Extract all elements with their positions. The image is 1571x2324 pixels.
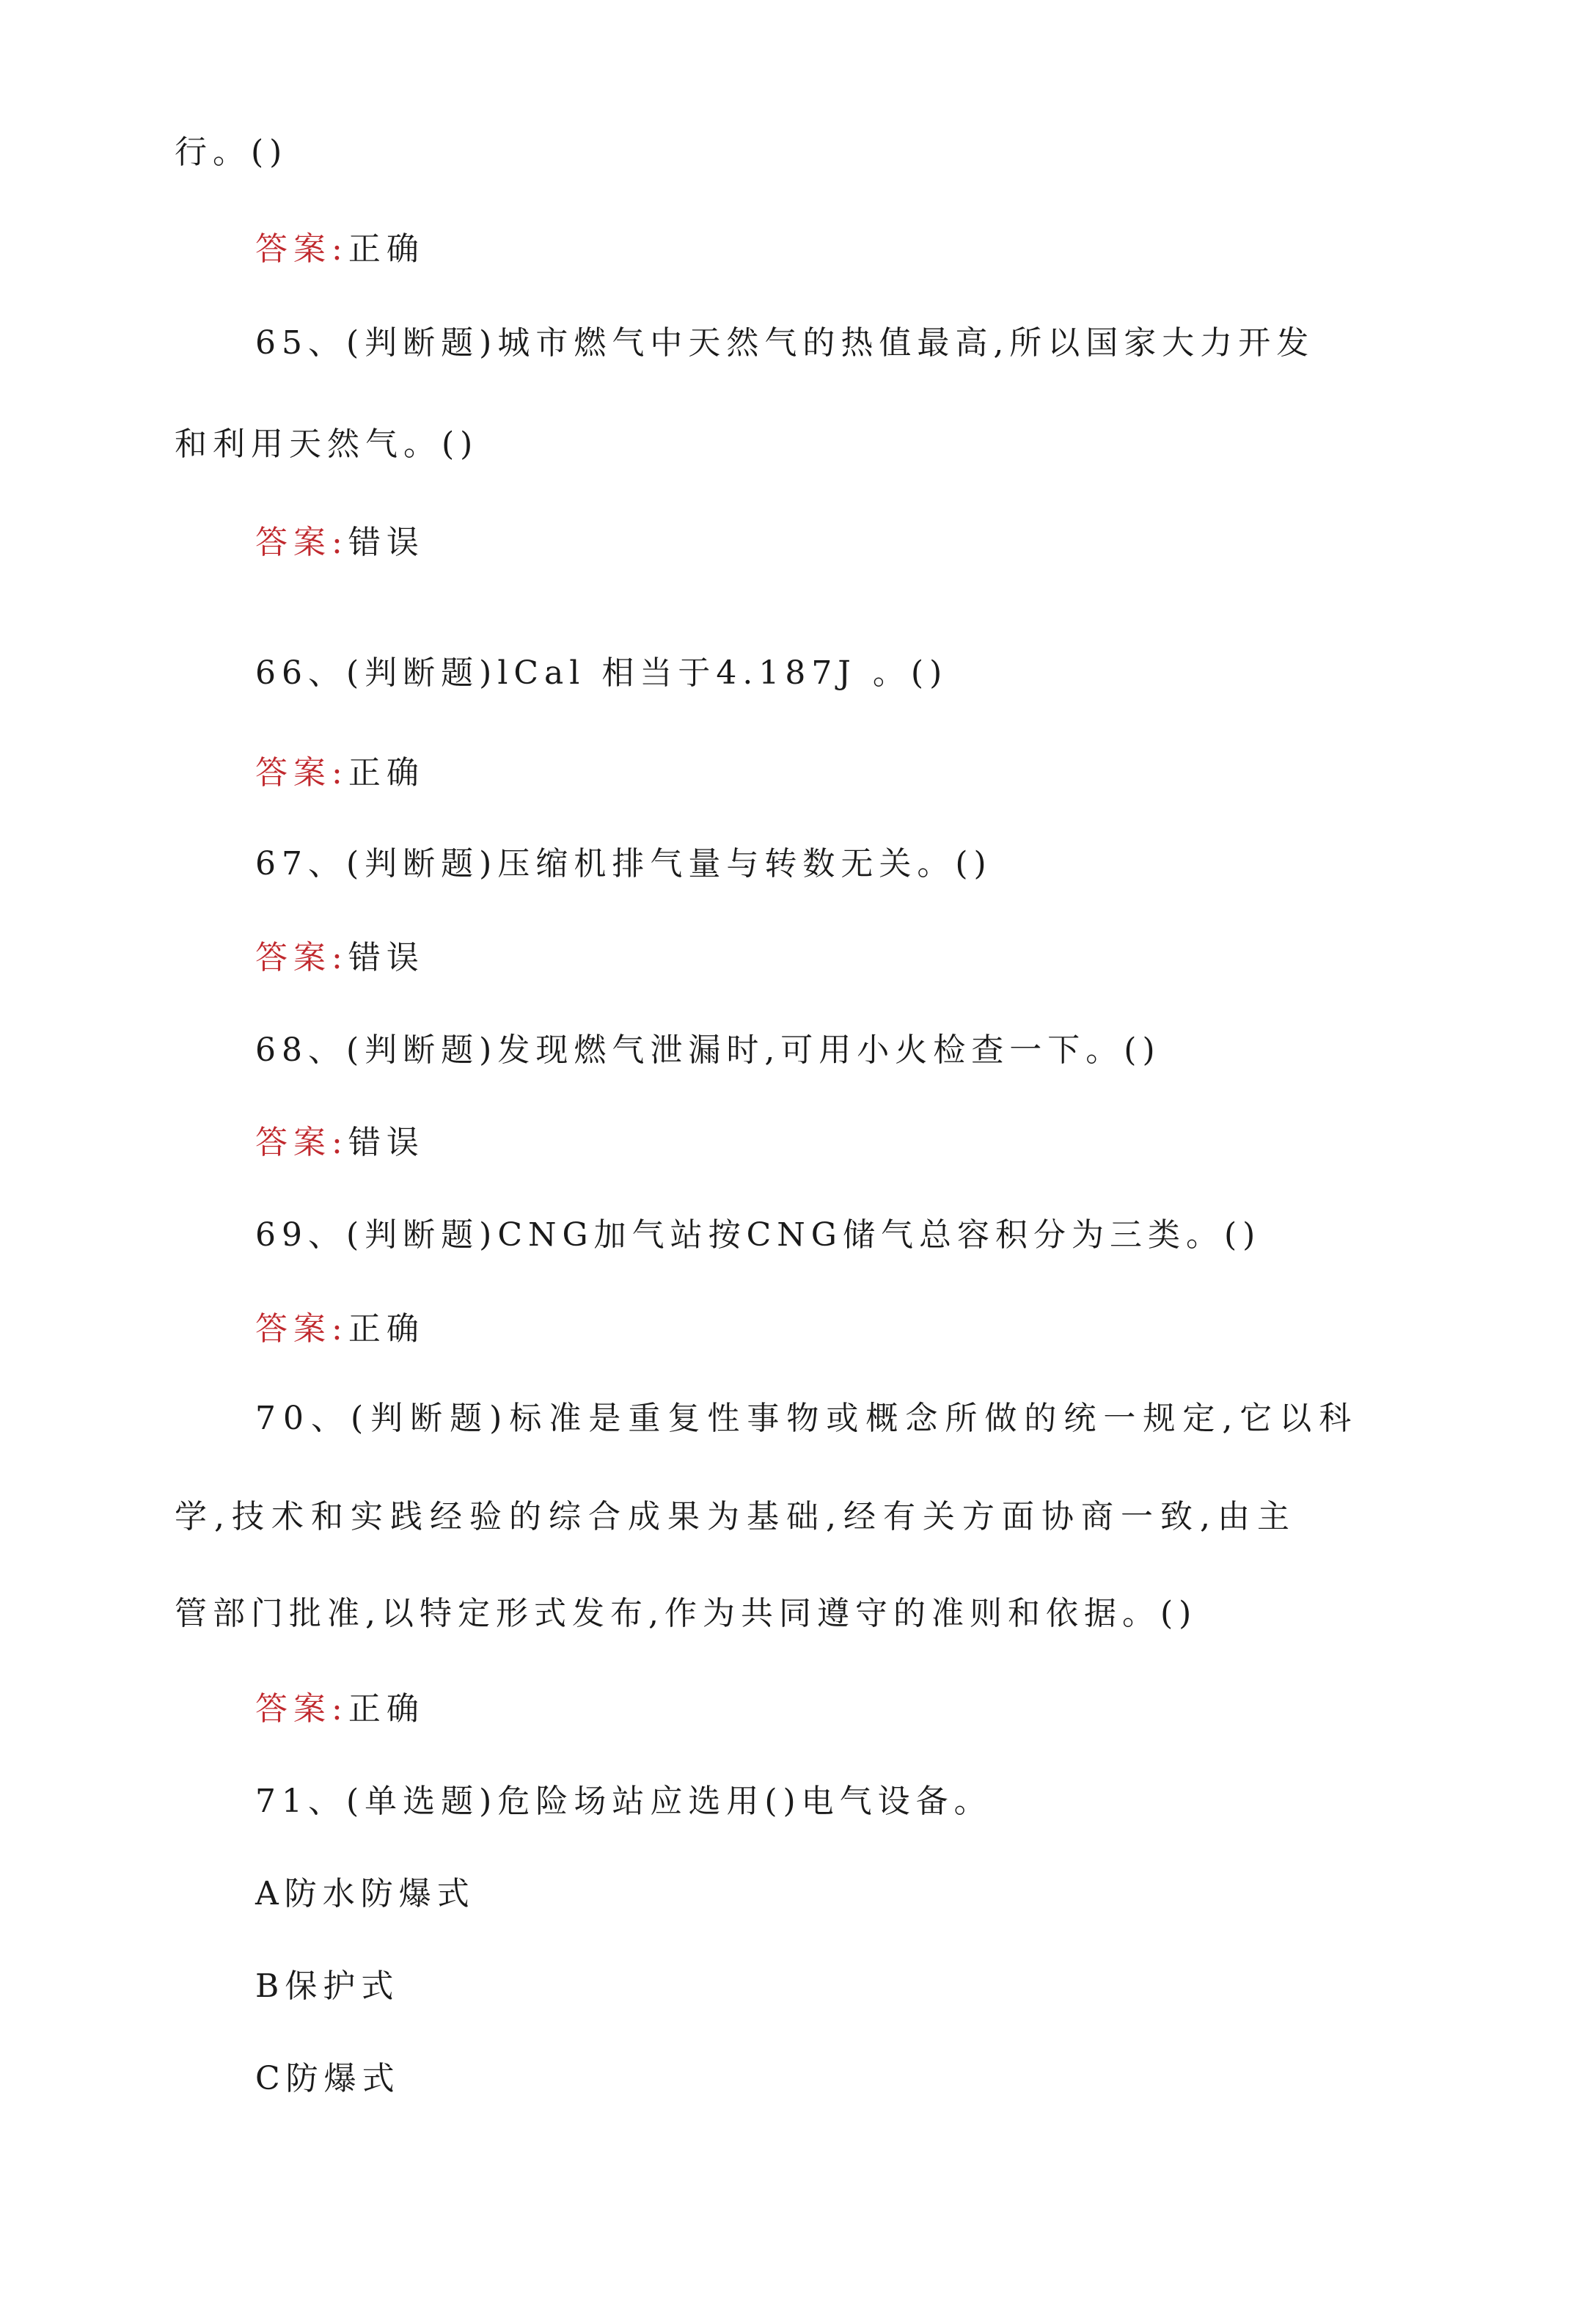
answer-value: 正确 bbox=[348, 230, 425, 268]
answer-label: 答案: bbox=[255, 754, 348, 792]
question-66: 66、(判断题)lCal 相当于4.187J 。() bbox=[255, 654, 948, 692]
answer-value: 正确 bbox=[348, 754, 425, 792]
option-a: A防水防爆式 bbox=[255, 1875, 475, 1912]
answer-label: 答案: bbox=[255, 524, 348, 561]
answer-69 bbox=[255, 1310, 425, 1348]
answer-label: 答案: bbox=[255, 230, 348, 268]
answer-value: 正确 bbox=[348, 1690, 425, 1728]
answer-label: 答案: bbox=[255, 1690, 348, 1728]
answer-66 bbox=[255, 754, 425, 792]
answer-value: 错误 bbox=[348, 524, 425, 561]
answer-label: 答案: bbox=[255, 1310, 348, 1348]
answer-67 bbox=[255, 939, 425, 976]
question-65-line-1: 65、(判断题)城市燃气中天然气的热值最高,所以国家大力开发 bbox=[255, 324, 1315, 362]
question-70-line-2: 学,技术和实践经验的综合成果为基础,经有关方面协商一致,由主 bbox=[175, 1498, 1297, 1535]
answer-value: 错误 bbox=[348, 939, 425, 976]
question-68: 68、(判断题)发现燃气泄漏时,可用小火检查一下。() bbox=[255, 1031, 1161, 1069]
question-67: 67、(判断题)压缩机排气量与转数无关。() bbox=[255, 845, 992, 883]
option-c: C防爆式 bbox=[255, 2060, 400, 2097]
answer-value: 错误 bbox=[348, 1124, 425, 1161]
question-70-line-3: 管部门批准,以特定形式发布,作为共同遵守的准则和依据。() bbox=[175, 1595, 1198, 1632]
answer-64 bbox=[255, 230, 425, 268]
question-70-line-1: 70、(判断题)标准是重复性事物或概念所做的统一规定,它以科 bbox=[255, 1400, 1359, 1437]
answer-68 bbox=[255, 1124, 425, 1161]
question-64-continuation: 行。() bbox=[175, 134, 288, 171]
question-65-line-2: 和利用天然气。() bbox=[175, 425, 479, 463]
answer-label: 答案: bbox=[255, 939, 348, 976]
question-69: 69、(判断题)CNG加气站按CNG储气总容积分为三类。() bbox=[255, 1216, 1261, 1254]
answer-65 bbox=[255, 524, 425, 561]
question-71: 71、(单选题)危险场站应选用()电气设备。 bbox=[255, 1783, 992, 1820]
answer-value: 正确 bbox=[348, 1310, 425, 1348]
answer-70 bbox=[255, 1690, 425, 1728]
answer-label: 答案: bbox=[255, 1124, 348, 1161]
option-b: B保护式 bbox=[255, 1967, 400, 2005]
